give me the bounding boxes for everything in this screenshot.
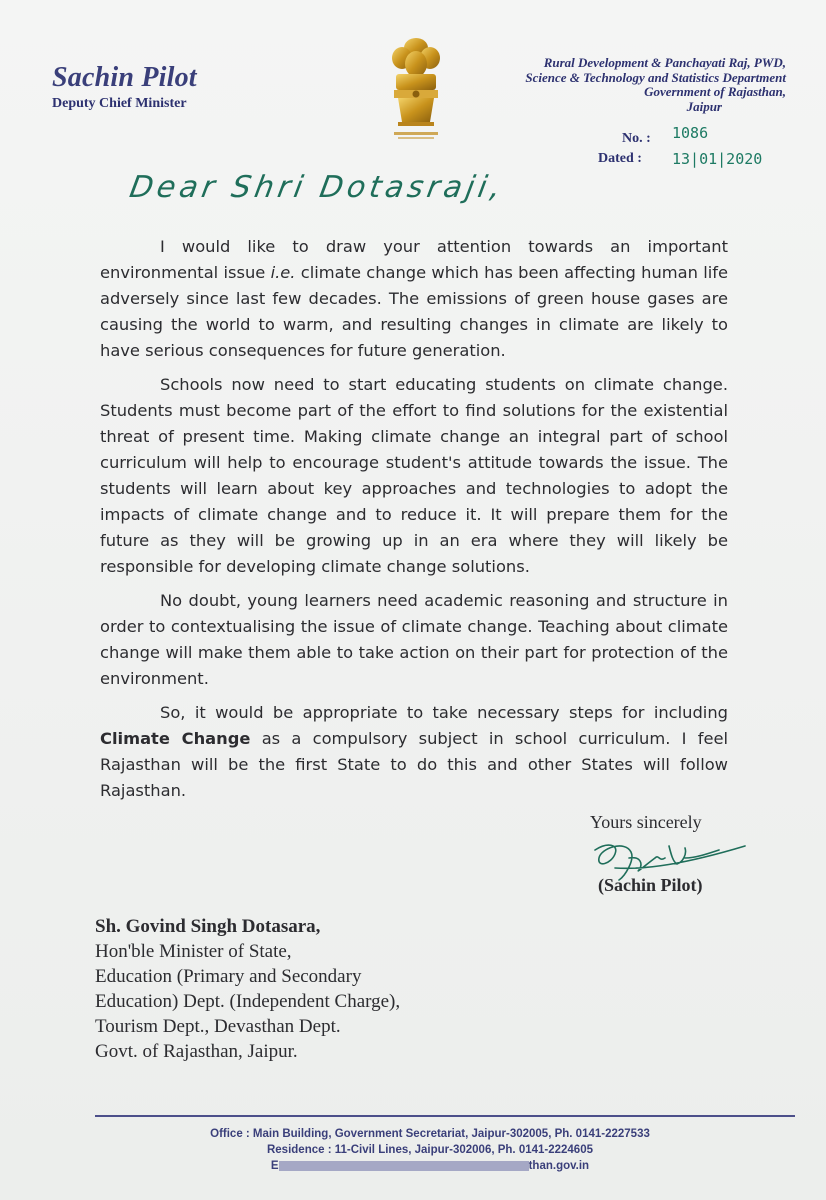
department-line: Government of Rajasthan, bbox=[644, 84, 786, 99]
department-line: Rural Development & Panchayati Raj, PWD, bbox=[543, 55, 786, 70]
addressee-line: Hon'ble Minister of State, bbox=[95, 941, 292, 962]
department-block bbox=[466, 56, 786, 114]
number-label: No. : bbox=[622, 131, 651, 146]
body-paragraph: So, it would be appropriate to take necessary steps for including Climate Change as a compulsory subject in school curriculum. I feel Rajasthan will be the first State to do this and other States will follow Rajasthan. bbox=[100, 703, 728, 800]
body-paragraph: Schools now need to start educating students on climate change. Students must become part of the effort to find solutions for the existential threat of present time. Making climate change an integral part of school curriculum will help to encourage student's attitude towards the issue. The students will learn about key approaches and technologies to adopt the impacts of climate change and to reduce it. It will prepare them for the future as they will be growing up in an era where they will likely be responsible for developing climate change solutions. bbox=[100, 375, 728, 576]
footer-office: Office : Main Building, Government Secretariat, Jaipur-302005, Ph. 0141-2227533 bbox=[210, 1128, 650, 1140]
footer-email: E than.gov.in bbox=[270, 1160, 590, 1172]
signer-name: (Sachin Pilot) bbox=[598, 875, 703, 895]
addressee-line: Education (Primary and Secondary bbox=[95, 966, 362, 987]
department-line: Jaipur bbox=[686, 98, 722, 114]
addressee-block bbox=[95, 914, 400, 1064]
dated-value: 13|01|2020 bbox=[672, 150, 763, 168]
footer-residence: Residence : 11-Civil Lines, Jaipur-302006, Ph. 0141-2224605 bbox=[266, 1144, 593, 1156]
sender-name: Sachin Pilot bbox=[52, 62, 197, 93]
addressee-line: Tourism Dept., Devasthan Dept. bbox=[95, 1016, 341, 1037]
addressee-line: Govt. of Rajasthan, Jaipur. bbox=[95, 1041, 298, 1062]
body-paragraph: I would like to draw your attention towards an important environmental issue i.e. climate change which has been affecting human life adversely since last few decades. The emissions of green house gases are causing the world to warm, and resulting changes in climate are likely to have serious consequences for future generation. bbox=[100, 237, 728, 360]
redacted-email bbox=[279, 1161, 529, 1171]
closing-phrase: Yours sincerely bbox=[590, 812, 702, 832]
addressee-line: Education) Dept. (Independent Charge), bbox=[95, 991, 401, 1012]
national-emblem-icon bbox=[384, 36, 448, 146]
letter-body bbox=[100, 234, 728, 804]
body-paragraph: No doubt, young learners need academic reasoning and structure in order to contextualising the issue of climate change. Teaching about climate change will make them able to take action on their part for protection of the environment. bbox=[100, 591, 728, 688]
footer bbox=[150, 1126, 710, 1174]
footer-divider bbox=[95, 1115, 795, 1117]
number-value: 1086 bbox=[672, 124, 709, 142]
salutation: Dear Shri Dotasraji, bbox=[126, 170, 508, 205]
dated-label: Dated : bbox=[598, 151, 642, 166]
addressee-name: Sh. Govind Singh Dotasara, bbox=[95, 916, 321, 937]
department-line: Science & Technology and Statistics Department bbox=[525, 69, 786, 85]
sender-title: Deputy Chief Minister bbox=[52, 96, 187, 111]
